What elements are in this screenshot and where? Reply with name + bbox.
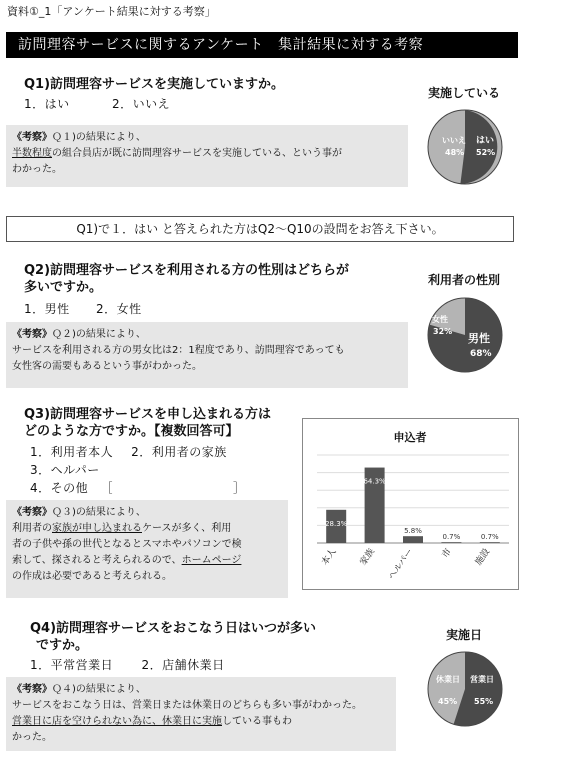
q1-pie-label-yes: はい xyxy=(476,136,495,146)
q4-pie-pct-holiday: 45% xyxy=(438,697,458,706)
q3-note-line2a: 利用者の xyxy=(12,523,52,534)
q2-note-head: 《考察》 xyxy=(12,329,52,340)
q2-pie-label-female: 女性 xyxy=(432,315,448,324)
q4-pie-chart xyxy=(420,644,510,734)
q1-pie-chart xyxy=(420,102,510,192)
q3-options xyxy=(30,443,246,497)
q2-note-line3: 女性客の需要もあるという事がわかった。 xyxy=(12,361,202,372)
chart-data-label: 0.7% xyxy=(442,533,461,542)
q2-note-line1: Ｑ２)の結果により、 xyxy=(52,329,146,340)
chart-data-label: 0.7% xyxy=(480,533,499,542)
chart-category-label: 本人 xyxy=(320,546,339,568)
q4-note-line1: Ｑ４)の結果により、 xyxy=(52,684,146,695)
q1-option-no: 2．いいえ xyxy=(111,97,171,111)
q4-note-line3: している事もわ xyxy=(222,716,292,727)
q3-question xyxy=(24,406,271,440)
q1-note-line2: の組合員店が既に訪問理容サービスを実施している、という事が xyxy=(52,148,342,159)
q3-note-line1: Ｑ３)の結果により、 xyxy=(52,507,146,518)
q3-note-line2b: ケースが多く、利用 xyxy=(142,523,232,534)
q2-question-line2: 多いですか。 xyxy=(24,280,103,295)
q3-note-underline: 家族が申し込まれる xyxy=(52,523,142,534)
q1-note xyxy=(6,125,408,187)
chart-data-label: 5.8% xyxy=(404,527,422,536)
q3-question-line1: Q3)訪問理容サービスを申し込まれる方は xyxy=(24,407,272,422)
q2-pie-pct-female: 32% xyxy=(433,327,453,336)
q2-option-male: 1．男性 xyxy=(24,302,70,316)
q1-options xyxy=(24,95,170,112)
q1-pie-pct-yes: 52% xyxy=(476,148,496,157)
q1-option-yes: 1．はい xyxy=(24,97,70,111)
q4-pie-label-holiday: 休業日 xyxy=(436,675,460,684)
q1-note-line1: Ｑ１)の結果により、 xyxy=(52,132,146,143)
q4-question-line1: Q4)訪問理容サービスをおこなう日はいつが多い xyxy=(30,621,317,636)
q3-bar-chart xyxy=(302,418,519,590)
q1-note-underline: 半数程度 xyxy=(12,148,52,159)
q2-pie-title: 利用者の性別 xyxy=(427,273,500,287)
q1-pie-title: 実施している xyxy=(427,86,500,100)
q4-pie-label-business: 営業日 xyxy=(470,675,494,684)
q3-option-helper: 3．ヘルパー xyxy=(30,463,100,477)
chart-title: 申込者 xyxy=(393,431,427,444)
q1-note-head: 《考察》 xyxy=(12,132,52,143)
chart-data-label: 28.3% xyxy=(325,519,348,528)
q2-pie-chart xyxy=(420,290,510,380)
q3-note-homepage: ホームページ xyxy=(181,555,242,566)
chart-bar xyxy=(403,536,423,543)
q1-pie-pct-no: 48% xyxy=(445,148,465,157)
q2-note xyxy=(6,322,408,388)
q3-option-family: 2．利用者の家族 xyxy=(131,445,227,459)
chart-data-label: 64.3% xyxy=(363,477,386,486)
q4-question xyxy=(30,620,316,654)
page-title: 訪問理容サービスに関するアンケート 集計結果に対する考察 xyxy=(6,32,518,58)
q4-pie-title: 実施日 xyxy=(445,628,482,642)
q3-note-line3: 者の子供や孫の世代となるとスマホやパソコンで検 xyxy=(12,539,242,550)
q3-option-other: 4．その他 xyxy=(30,481,89,495)
q2-pie-pct-male: 68% xyxy=(470,349,492,359)
q3-note-line5: の作成は必要であると考えられる。 xyxy=(12,571,172,582)
chart-category-label: ヘルパー xyxy=(386,546,416,582)
q2-question xyxy=(24,262,349,296)
document-label: 資料①_1「アンケート結果に対する考察」 xyxy=(7,5,216,18)
chart-category-label: 市 xyxy=(440,546,454,561)
q2-note-line2: サービスを利用される方の男女比は2：1程度であり、訪問理容であっても xyxy=(12,345,345,356)
q4-option-holiday: 2．店舗休業日 xyxy=(141,658,225,672)
q3-other-bracket-open: ［ xyxy=(100,481,113,495)
q3-other-bracket-close: ］ xyxy=(232,481,246,495)
q4-note-underline: 営業日に店を空けられない為に、休業日に実施 xyxy=(12,716,222,727)
q3-note-head: 《考察》 xyxy=(12,507,52,518)
chart-bar xyxy=(480,542,500,543)
q2-option-female: 2．女性 xyxy=(95,302,142,316)
q4-option-business-day: 1．平常営業日 xyxy=(30,658,114,672)
q3-option-self: 1．利用者本人 xyxy=(30,445,114,459)
q3-note-line4a: 索して、探されると考えられるので、 xyxy=(12,555,182,566)
q4-note-head: 《考察》 xyxy=(12,684,52,695)
q4-note xyxy=(6,677,396,751)
q4-pie-pct-business: 55% xyxy=(474,697,494,706)
q4-note-line4: かった。 xyxy=(12,732,52,743)
q3-question-line2: どのような方ですか。【複数回答可】 xyxy=(24,424,239,439)
chart-bar xyxy=(441,542,461,543)
q2-options xyxy=(24,300,142,317)
q1-pie-label-no: いいえ xyxy=(442,136,466,145)
q1-question: Q1)訪問理容サービスを実施していますか。 xyxy=(24,77,285,92)
chart-category-label: 家族 xyxy=(358,546,378,568)
q4-question-line2: ですか。 xyxy=(36,638,89,653)
instruction-box: Q1)で１．はい と答えられた方はQ2～Q10の設問をお答え下さい。 xyxy=(6,216,514,242)
q1-note-line3: わかった。 xyxy=(12,164,62,175)
q3-note xyxy=(6,500,288,598)
q2-question-line1: Q2)訪問理容サービスを利用される方の性別はどちらが xyxy=(24,263,350,278)
q4-note-line2: サービスをおこなう日は、営業日または休業日のどちらも多い事がわかった。 xyxy=(12,700,362,711)
q3-bar-chart-svg xyxy=(303,419,518,589)
q4-options xyxy=(30,656,225,673)
q2-pie-label-male: 男性 xyxy=(468,332,490,345)
chart-category-label: 施設 xyxy=(473,546,493,568)
